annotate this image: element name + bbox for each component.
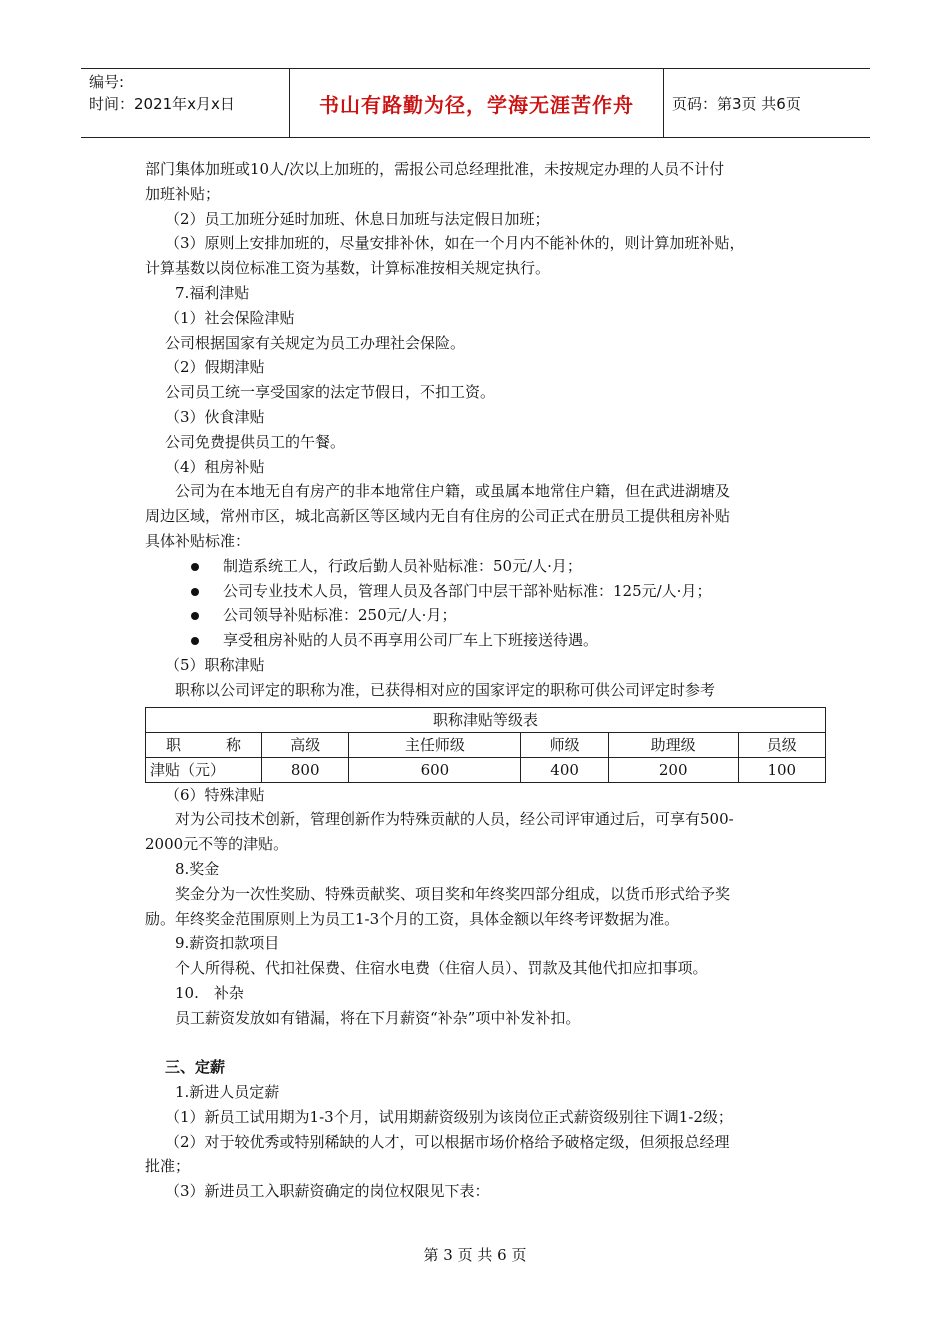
list-item-text: 公司领导补贴标准：250元/人·月；	[223, 606, 457, 625]
document-number-label: 编号:	[89, 73, 125, 91]
table-cell: 800	[262, 757, 349, 782]
table-cell: 400	[521, 757, 608, 782]
list-item-text: 享受租房补贴的人员不再享用公司厂车上下班接送待遇。	[223, 631, 599, 650]
text-line: 公司员工统一享受国家的法定节假日，不扣工资。	[165, 383, 496, 402]
text-line: （2）假期津贴	[165, 358, 265, 377]
table-header-cell: 高级	[262, 732, 349, 757]
table-header-label: 职 称	[146, 732, 262, 757]
text-line: 励。年终奖金范围原则上为员工1-3个月的工资，具体金额以年终考评数据为准。	[145, 909, 680, 928]
table-header-row	[146, 732, 826, 757]
text-line: 员工薪资发放如有错漏，将在下月薪资“补杂”项中补发补扣。	[175, 1008, 581, 1027]
text-line: （4）租房补贴	[165, 457, 265, 476]
text-line: 1.新进人员定薪	[175, 1083, 280, 1102]
text-line: （3）原则上安排加班的，尽量安排补休，如在一个月内不能补休的，则计算加班补贴，	[165, 234, 745, 253]
page-header	[81, 68, 870, 138]
table-row	[146, 757, 826, 782]
text-line: 8.奖金	[175, 859, 220, 878]
bullet-list	[145, 554, 825, 653]
text-line: 批准；	[145, 1157, 191, 1176]
text-line: 公司为在本地无自有房产的非本地常住户籍，或虽属本地常住户籍，但在武进湖塘及	[175, 482, 731, 501]
text-line: （1）社会保险津贴	[165, 308, 295, 327]
text-line: （2）对于较优秀或特别稀缺的人才，可以根据市场价格给予破格定级，但须报总经理	[165, 1132, 730, 1151]
text-line: 奖金分为一次性奖励、特殊贡献奖、项目奖和年终奖四部分组成，以货币形式给予奖	[175, 884, 731, 903]
text-line: 对为公司技术创新，管理创新作为特殊贡献的人员，经公司评审通过后，可享有500-	[175, 810, 734, 829]
text-line: （3）新进员工入职薪资确定的岗位权限见下表：	[165, 1182, 490, 1201]
list-item	[145, 579, 825, 604]
text-line: 具体补贴标准：	[145, 531, 251, 550]
header-page-number: 页码：第3页 共6页	[672, 94, 801, 113]
section-paragraphs	[145, 1080, 825, 1204]
table-cell: 200	[608, 757, 738, 782]
text-line: 2000元不等的津贴。	[145, 835, 289, 854]
text-line: 9.薪资扣款项目	[175, 934, 280, 953]
body-paragraphs-3	[145, 783, 825, 1031]
page-footer: 第 3 页 共 6 页	[423, 1246, 527, 1264]
text-line: 职称以公司评定的职称为准，已获得相对应的国家评定的职称可供公司评定时参考	[175, 680, 716, 699]
text-line: 周边区域，常州市区，城北高新区等区域内无自有住房的公司正式在册员工提供租房补贴	[145, 507, 731, 526]
title-allowance-table	[145, 707, 826, 783]
text-line: 个人所得税、代扣社保费、住宿水电费（住宿人员）、罚款及其他代扣应扣事项。	[175, 959, 708, 978]
list-item-text: 公司专业技术人员，管理人员及各部门中层干部补贴标准：125元/人·月；	[223, 581, 712, 600]
header-motto: 书山有路勤为径，学海无涯苦作舟	[290, 69, 664, 137]
section-heading: 三、定薪	[165, 1058, 226, 1077]
table-cell: 100	[738, 757, 825, 782]
list-item-text: 制造系统工人，行政后勤人员补贴标准：50元/人·月；	[223, 556, 582, 575]
table-header-cell: 师级	[521, 732, 608, 757]
text-line: 公司根据国家有关规定为员工办理社会保险。	[165, 333, 466, 352]
body-paragraphs	[145, 157, 825, 554]
table-title-row	[146, 707, 826, 732]
text-line: （6）特殊津贴	[165, 785, 265, 804]
table-header-cell: 主任师级	[349, 732, 521, 757]
body-paragraphs-2	[145, 653, 825, 703]
text-line: 10. 补杂	[175, 983, 244, 1002]
text-line: 部门集体加班或10人/次以上加班的，需报公司总经理批准，未按规定办理的人员不计付	[145, 160, 725, 178]
table-cell: 600	[349, 757, 521, 782]
bullet-icon	[191, 563, 199, 571]
list-item	[145, 554, 825, 579]
text-line: 计算基数以岗位标准工资为基数，计算标准按相关规定执行。	[145, 259, 551, 278]
table-header-cell: 员级	[738, 732, 825, 757]
document-time-label: 时间：2021年x月x日	[89, 95, 235, 113]
text-line: （2）员工加班分延时加班、休息日加班与法定假日加班；	[165, 209, 550, 228]
table-header-cell: 助理级	[608, 732, 738, 757]
header-meta	[81, 69, 290, 137]
document-body	[145, 157, 825, 1204]
list-item	[145, 628, 825, 653]
text-line: 公司免费提供员工的午餐。	[165, 432, 346, 451]
bullet-icon	[191, 588, 199, 596]
table-row-label: 津贴（元）	[146, 757, 262, 782]
list-item	[145, 603, 825, 628]
text-line: 7.福利津贴	[175, 283, 250, 302]
text-line: 加班补贴；	[145, 184, 221, 203]
text-line: （3）伙食津贴	[165, 407, 265, 426]
text-line: （5）职称津贴	[165, 655, 265, 674]
text-line: （1）新员工试用期为1-3个月，试用期薪资级别为该岗位正式薪资级别往下调1-2级；	[165, 1107, 733, 1126]
table-title: 职称津贴等级表	[146, 707, 826, 732]
